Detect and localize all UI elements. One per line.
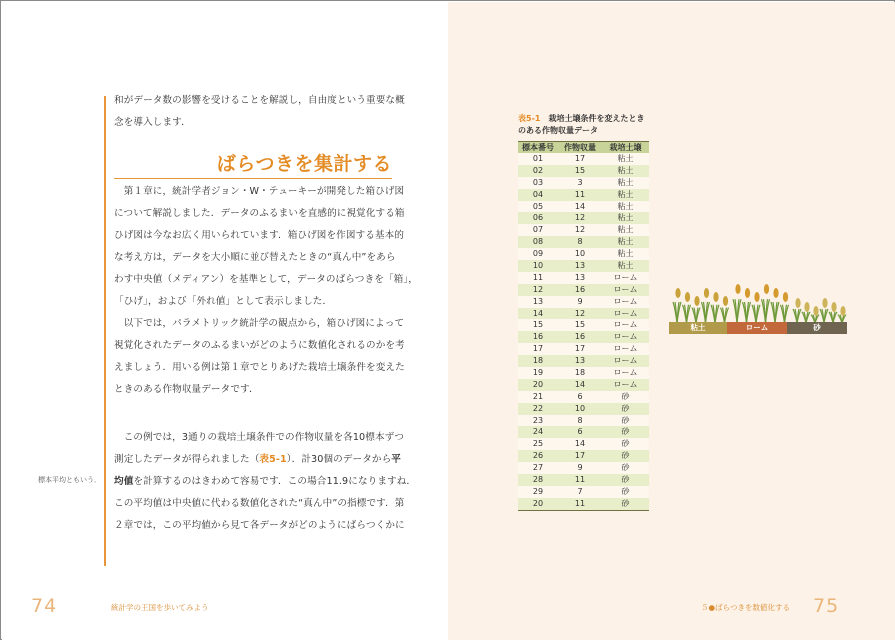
table-cell: 28 bbox=[532, 475, 544, 485]
table-row bbox=[518, 319, 649, 331]
table-header-cell: 作物収量 bbox=[564, 143, 596, 152]
table-cell: 6 bbox=[577, 427, 583, 437]
example-paragraph bbox=[114, 427, 417, 537]
table-cell: 3 bbox=[577, 177, 583, 187]
text-line: ときのある作物収量データです． bbox=[114, 384, 259, 395]
table-cell: 砂 bbox=[621, 498, 630, 508]
text-line: この平均値は中央値に代わる数値化された“真ん中”の指標です．第 bbox=[114, 498, 405, 509]
table-cell: 粘土 bbox=[617, 249, 634, 259]
table-cell: 06 bbox=[532, 213, 544, 223]
table-row bbox=[518, 415, 649, 427]
table-cell: 粘土 bbox=[617, 189, 634, 199]
table-cell: 14 bbox=[574, 439, 586, 449]
text-line bbox=[114, 449, 401, 471]
text-line: わす中央値（メディアン）を基準として，データのばらつきを「箱」， bbox=[114, 274, 418, 285]
text-line: ２章では，この平均値から見て各データがどのようにばらつくかに bbox=[114, 520, 405, 531]
grain-head bbox=[840, 306, 845, 316]
table-row bbox=[518, 177, 649, 189]
table-cell: 19 bbox=[532, 368, 544, 378]
grain-head bbox=[675, 288, 680, 298]
table-row bbox=[518, 367, 649, 379]
table-row bbox=[518, 438, 649, 450]
table-body bbox=[518, 141, 649, 511]
soil-legend-bar bbox=[669, 322, 847, 334]
table-cell: 砂 bbox=[621, 486, 630, 496]
table-cell: 11 bbox=[574, 189, 586, 199]
table-cell: 16 bbox=[574, 332, 586, 342]
text-line bbox=[114, 471, 417, 493]
table-cell: ローム bbox=[613, 344, 638, 354]
table-row bbox=[518, 343, 649, 355]
table-row bbox=[518, 462, 649, 474]
table-cell: 10 bbox=[532, 261, 544, 271]
table-cell: 13 bbox=[574, 261, 586, 271]
soil-label: ローム bbox=[727, 322, 787, 334]
table-cell: 11 bbox=[574, 475, 586, 485]
table-row bbox=[518, 189, 649, 201]
table-cell: 砂 bbox=[621, 463, 630, 473]
table-cell: 05 bbox=[532, 201, 544, 211]
table-cell: 12 bbox=[574, 308, 586, 318]
text-line: 「ひげ」，および「外れ値」として表示しました． bbox=[114, 296, 333, 307]
table-row bbox=[518, 379, 649, 391]
table-cell: 26 bbox=[532, 451, 544, 461]
table-header-cell: 標本番号 bbox=[522, 143, 554, 152]
grain-head bbox=[773, 288, 778, 298]
text-line: について解説しました．データのふるまいを直感的に視覚化する箱 bbox=[114, 208, 405, 219]
table-header-row bbox=[518, 141, 649, 153]
table-cell: 13 bbox=[574, 272, 586, 282]
section-heading-text: ばらつきを集計する bbox=[216, 153, 392, 175]
bold-term: 均値 bbox=[114, 476, 134, 487]
table-cell: ローム bbox=[613, 308, 638, 318]
table-row bbox=[518, 498, 649, 510]
table-cell: 9 bbox=[577, 463, 583, 473]
table-cell: 8 bbox=[577, 415, 583, 425]
table-row bbox=[518, 391, 649, 403]
table-row bbox=[518, 486, 649, 498]
grain-head bbox=[764, 284, 769, 294]
table-cell: 23 bbox=[532, 415, 544, 425]
soil-label: 粘土 bbox=[669, 322, 727, 334]
table-cell: 20 bbox=[532, 498, 544, 508]
grain-head bbox=[804, 302, 809, 312]
table-cell: 7 bbox=[577, 486, 583, 496]
table-header-cell: 栽培土壌 bbox=[609, 143, 642, 152]
table-row bbox=[518, 450, 649, 462]
table-row bbox=[518, 165, 649, 177]
table-cell: 13 bbox=[532, 296, 544, 306]
table-cell: 15 bbox=[532, 320, 544, 330]
table-cell: 29 bbox=[532, 486, 544, 496]
table-cell: 20 bbox=[532, 379, 544, 389]
table-row bbox=[518, 284, 649, 296]
table-cell: 6 bbox=[577, 391, 583, 401]
table-cell: 14 bbox=[574, 379, 586, 389]
grain-head bbox=[685, 292, 690, 302]
side-note: 標本平均ともいう． bbox=[38, 476, 101, 484]
table-cell: 08 bbox=[532, 237, 544, 247]
text-line: ひげ図は今なお広く用いられています．箱ひげ図を作図する基本的 bbox=[114, 230, 405, 241]
text-run: を計算するのはきわめて容易です．この場合11.9になりますね． bbox=[133, 476, 417, 487]
grain-head bbox=[813, 306, 818, 316]
table-cell: ローム bbox=[613, 272, 638, 282]
table-caption bbox=[518, 113, 649, 125]
table-row bbox=[518, 355, 649, 367]
table-cell: 粘土 bbox=[617, 225, 634, 235]
running-head-right: ５●ばらつきを数値化する bbox=[701, 603, 790, 612]
text-line: この例では，3通りの栽培土壌条件での作物収量を各10標本ずつ bbox=[114, 432, 405, 443]
running-head-left: 統計学の王国を歩いてみよう bbox=[111, 603, 209, 612]
grain-head bbox=[831, 302, 836, 312]
table-cell: 17 bbox=[574, 154, 586, 163]
table-cell: 粘土 bbox=[617, 154, 634, 163]
intro-paragraph bbox=[114, 90, 405, 134]
table-row bbox=[518, 426, 649, 438]
table-cell: 16 bbox=[574, 284, 586, 294]
table-row bbox=[518, 331, 649, 343]
table-cell: 12 bbox=[574, 213, 586, 223]
table-title-line2: のある作物収量データ bbox=[518, 126, 598, 135]
section-heading bbox=[114, 151, 392, 179]
table-row bbox=[518, 308, 649, 320]
grain-head bbox=[745, 288, 750, 298]
table-cell: 24 bbox=[532, 427, 544, 437]
data-table bbox=[518, 113, 649, 511]
grain-head bbox=[795, 298, 800, 308]
body-paragraphs bbox=[114, 181, 418, 401]
table-cell: 13 bbox=[574, 356, 586, 366]
table-cell: 12 bbox=[532, 284, 544, 294]
table-cell: 粘土 bbox=[617, 201, 634, 211]
table-cell: 11 bbox=[574, 498, 586, 508]
table-row bbox=[518, 153, 649, 165]
table-cell: 砂 bbox=[621, 391, 630, 401]
text-line: 和がデータ数の影響を受けることを解説し，自由度という重要な概 bbox=[114, 95, 405, 106]
table-reference-link[interactable]: 表5-1 bbox=[259, 454, 287, 465]
table-cell: ローム bbox=[613, 379, 638, 389]
table-cell: 10 bbox=[574, 403, 586, 413]
table-cell: 17 bbox=[574, 451, 586, 461]
table-row bbox=[518, 248, 649, 260]
bold-term: 平 bbox=[391, 454, 401, 465]
text-line: 以下では，パラメトリック統計学の観点から，箱ひげ図によって bbox=[114, 318, 405, 329]
table-cell: 14 bbox=[532, 308, 544, 318]
table-cell: 14 bbox=[574, 201, 586, 211]
table-row bbox=[518, 403, 649, 415]
table-cell: 18 bbox=[532, 356, 544, 366]
table-cell: 04 bbox=[532, 189, 544, 199]
table-cell: 16 bbox=[532, 332, 544, 342]
page-number-left: 74 bbox=[31, 595, 58, 617]
table-cell: 砂 bbox=[621, 475, 630, 485]
grain-head bbox=[735, 284, 740, 294]
text-run: ）．計30個のデータから bbox=[286, 454, 392, 465]
table-cell: ローム bbox=[613, 296, 638, 306]
table-cell: 22 bbox=[532, 403, 544, 413]
table-cell: ローム bbox=[613, 284, 638, 294]
table-cell: ローム bbox=[613, 320, 638, 330]
text-line: 視覚化されたデータのふるまいがどのように数値化されるのかを考 bbox=[114, 340, 405, 351]
table-cell: 砂 bbox=[621, 439, 630, 449]
table-cell: ローム bbox=[613, 332, 638, 342]
text-run: 測定したデータが得られました（ bbox=[114, 454, 260, 465]
table-row bbox=[518, 236, 649, 248]
table-cell: 砂 bbox=[621, 451, 630, 461]
grain-head bbox=[754, 292, 759, 302]
grain-head bbox=[723, 296, 728, 306]
table-cell: 02 bbox=[532, 165, 544, 175]
table-cell: 11 bbox=[532, 272, 544, 282]
table-cell: 21 bbox=[532, 391, 544, 401]
table-cell: 砂 bbox=[621, 427, 630, 437]
table-cell: 粘土 bbox=[617, 165, 634, 175]
margin-rule bbox=[104, 96, 106, 566]
grain-head bbox=[713, 292, 718, 302]
table-cell: 09 bbox=[532, 249, 544, 259]
table-cell: 17 bbox=[532, 344, 544, 354]
table-cell: 17 bbox=[574, 344, 586, 354]
table-row bbox=[518, 272, 649, 284]
table-cell: 15 bbox=[574, 320, 586, 330]
grain-head bbox=[694, 296, 699, 306]
table-title-line1: 栽培土壌条件を変えたとき bbox=[548, 114, 645, 123]
table-cell: 粘土 bbox=[617, 261, 634, 271]
table-number: 表5-1 bbox=[518, 114, 541, 123]
table-cell: 粘土 bbox=[617, 213, 634, 223]
table-cell: ローム bbox=[613, 356, 638, 366]
grain-head bbox=[783, 292, 788, 302]
table-cell: 03 bbox=[532, 177, 544, 187]
table-cell: 15 bbox=[574, 165, 586, 175]
table-cell: 砂 bbox=[621, 403, 630, 413]
table-cell: 粘土 bbox=[617, 237, 634, 247]
table-cell: 27 bbox=[532, 463, 544, 473]
text-line: 第１章に，統計学者ジョン・W・テューキーが開発した箱ひげ図 bbox=[114, 186, 405, 197]
soil-illustration bbox=[669, 286, 847, 334]
table-row bbox=[518, 474, 649, 486]
table-cell: 8 bbox=[577, 237, 583, 247]
table-row bbox=[518, 201, 649, 213]
page-number-right: 75 bbox=[813, 595, 840, 617]
table-row bbox=[518, 296, 649, 308]
table-cell: ローム bbox=[613, 368, 638, 378]
table-row bbox=[518, 224, 649, 236]
text-line: な考え方は，データを大小順に並び替えたときの“真ん中”をあら bbox=[114, 252, 396, 263]
table-cell: 10 bbox=[574, 249, 586, 259]
soil-label: 砂 bbox=[787, 322, 847, 334]
table-row bbox=[518, 260, 649, 272]
table-cell: 12 bbox=[574, 225, 586, 235]
table-cell: 25 bbox=[532, 439, 544, 449]
table-row bbox=[518, 212, 649, 224]
grain-head bbox=[704, 288, 709, 298]
text-line: 念を導入します． bbox=[114, 117, 191, 128]
text-line: えましょう．用いる例は第１章でとりあげた栽培土壌条件を変えた bbox=[114, 362, 405, 373]
table-cell: 07 bbox=[532, 225, 544, 235]
table-cell: 粘土 bbox=[617, 177, 634, 187]
table-cell: 01 bbox=[532, 154, 544, 163]
table-cell: 9 bbox=[577, 296, 583, 306]
table-cell: 砂 bbox=[621, 415, 630, 425]
crop-plants-icon bbox=[669, 286, 847, 324]
grain-head bbox=[822, 298, 827, 308]
table-cell: 18 bbox=[574, 368, 586, 378]
